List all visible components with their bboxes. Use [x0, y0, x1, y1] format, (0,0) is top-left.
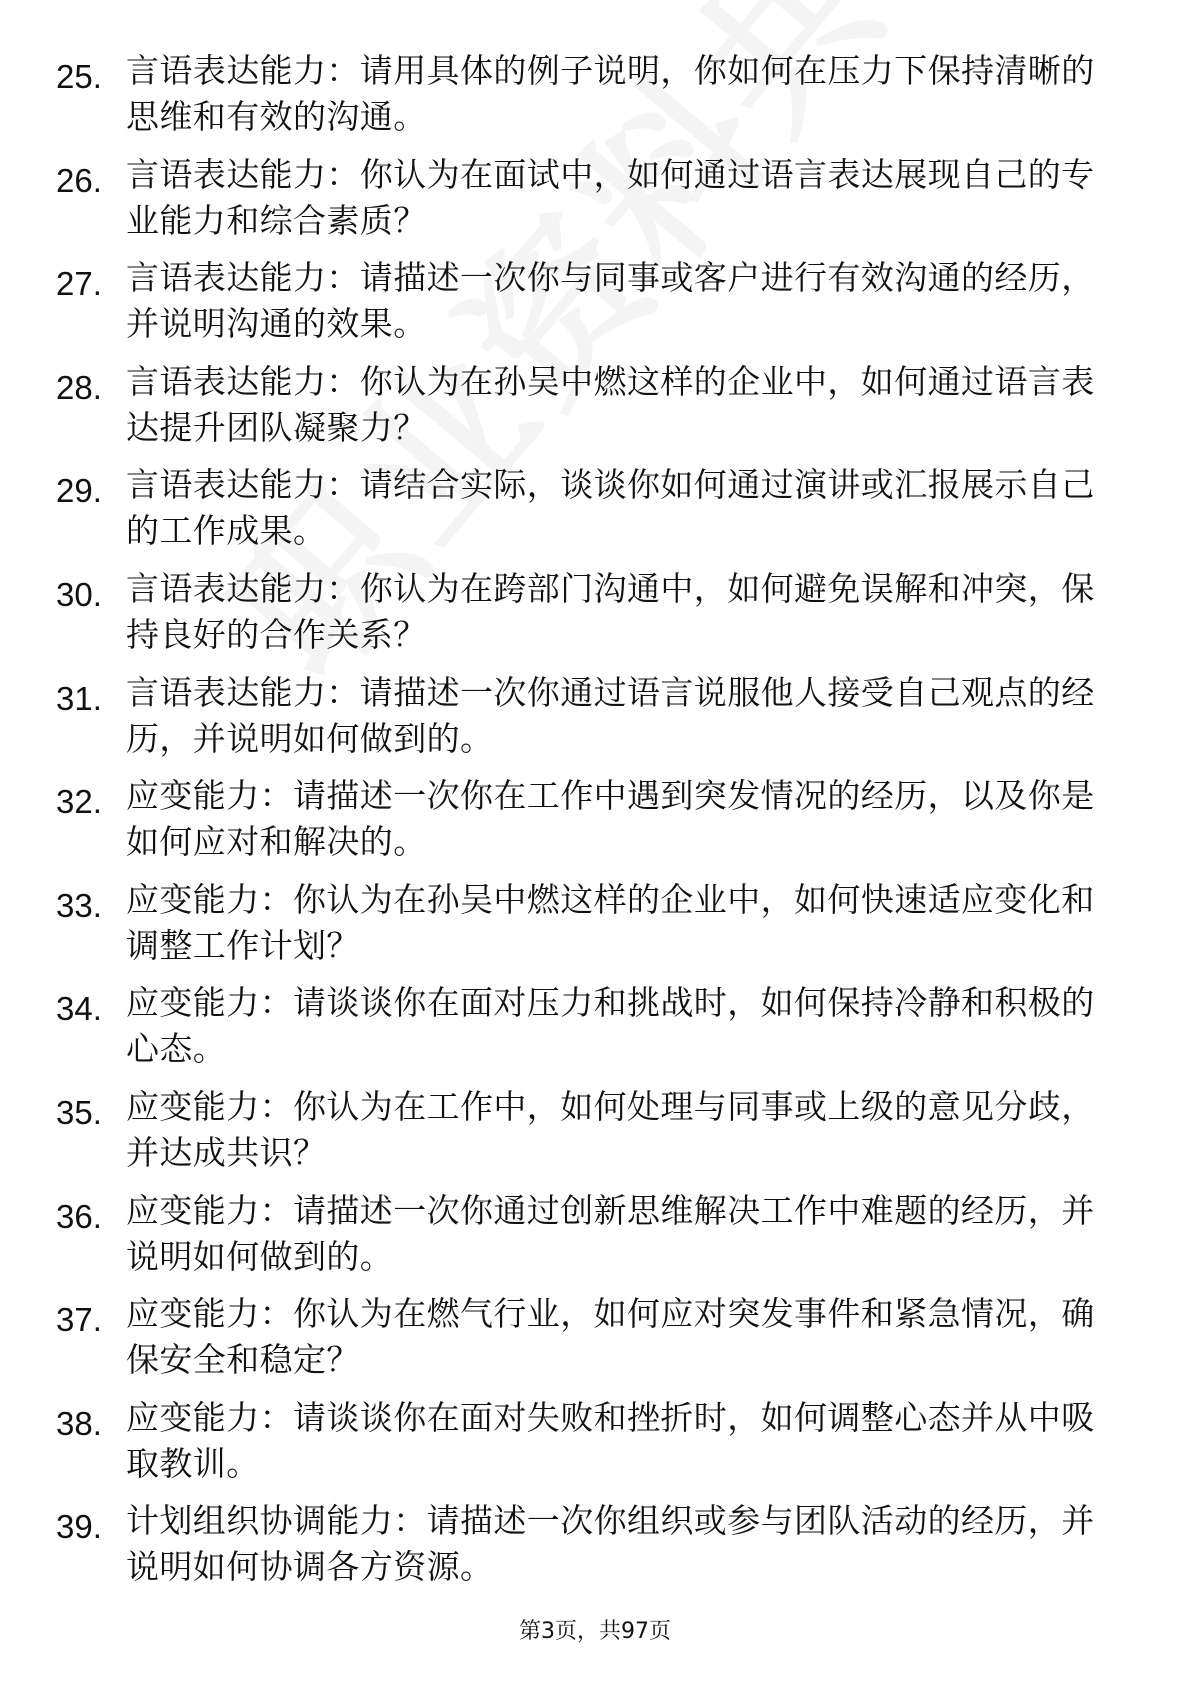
question-text: 计划组织协调能力：请描述一次你组织或参与团队活动的经历，并说明如何协调各方资源。	[126, 1501, 1095, 1587]
question-list	[0, 48, 1190, 1602]
question-text: 言语表达能力：请用具体的例子说明，你如何在压力下保持清晰的思维和有效的沟通。	[126, 51, 1095, 136]
question-number: 26.	[56, 161, 102, 199]
question-text: 应变能力：你认为在燃气行业，如何应对突发事件和紧急情况，确保安全和稳定？	[126, 1294, 1095, 1380]
question-number: 36.	[56, 1197, 102, 1235]
page-number-label: 第3页，共97页	[519, 1619, 671, 1644]
question-text: 应变能力：你认为在工作中，如何处理与同事或上级的意见分歧，并达成共识？	[126, 1086, 1095, 1172]
question-text: 应变能力：请谈谈你在面对压力和挑战时，如何保持冷静和积极的心态。	[126, 983, 1095, 1069]
question-number: 38.	[56, 1404, 102, 1442]
question-number: 37.	[56, 1301, 102, 1339]
question-item	[0, 670, 1190, 774]
question-text: 言语表达能力：你认为在孙吴中燃这样的企业中，如何通过语言表达提升团队凝聚力？	[126, 361, 1095, 447]
question-text: 言语表达能力：你认为在面试中，如何通过语言表达展现自己的专业能力和综合素质？	[126, 154, 1095, 240]
question-item	[0, 359, 1190, 463]
question-number: 29.	[56, 472, 102, 510]
question-item	[0, 1291, 1190, 1395]
question-item	[0, 877, 1190, 981]
question-item	[0, 48, 1190, 152]
question-number: 32.	[56, 783, 102, 821]
question-text: 言语表达能力：请结合实际，谈谈你如何通过演讲或汇报展示自己的工作成果。	[126, 465, 1095, 551]
page-footer	[0, 1614, 1190, 1645]
question-item	[0, 1395, 1190, 1499]
question-item	[0, 980, 1190, 1084]
question-text: 应变能力：请描述一次你通过创新思维解决工作中难题的经历，并说明如何做到的。	[126, 1190, 1095, 1276]
question-text: 应变能力：你认为在孙吴中燃这样的企业中，如何快速适应变化和调整工作计划？	[126, 879, 1095, 965]
question-item	[0, 255, 1190, 359]
question-number: 34.	[56, 990, 102, 1028]
question-item	[0, 462, 1190, 566]
question-number: 33.	[56, 886, 102, 924]
question-number: 27.	[56, 265, 102, 303]
question-number: 28.	[56, 368, 102, 406]
question-number: 35.	[56, 1093, 102, 1131]
question-number: 25.	[56, 58, 102, 95]
question-number: 31.	[56, 679, 102, 717]
question-number: 30.	[56, 575, 102, 613]
question-item	[0, 566, 1190, 670]
question-text: 应变能力：请谈谈你在面对失败和挫折时，如何调整心态并从中吸取教训。	[126, 1397, 1095, 1483]
question-item	[0, 1084, 1190, 1188]
question-item	[0, 773, 1190, 877]
question-text: 应变能力：请描述一次你在工作中遇到突发情况的经历，以及你是如何应对和解决的。	[126, 776, 1095, 862]
question-item	[0, 1188, 1190, 1292]
question-number: 39.	[56, 1508, 102, 1546]
question-text: 言语表达能力：你认为在跨部门沟通中，如何避免误解和冲突，保持良好的合作关系？	[126, 568, 1095, 654]
question-item	[0, 152, 1190, 256]
question-text: 言语表达能力：请描述一次你与同事或客户进行有效沟通的经历，并说明沟通的效果。	[126, 258, 1095, 344]
question-item	[0, 1498, 1190, 1602]
question-text: 言语表达能力：请描述一次你通过语言说服他人接受自己观点的经历，并说明如何做到的。	[126, 672, 1095, 758]
